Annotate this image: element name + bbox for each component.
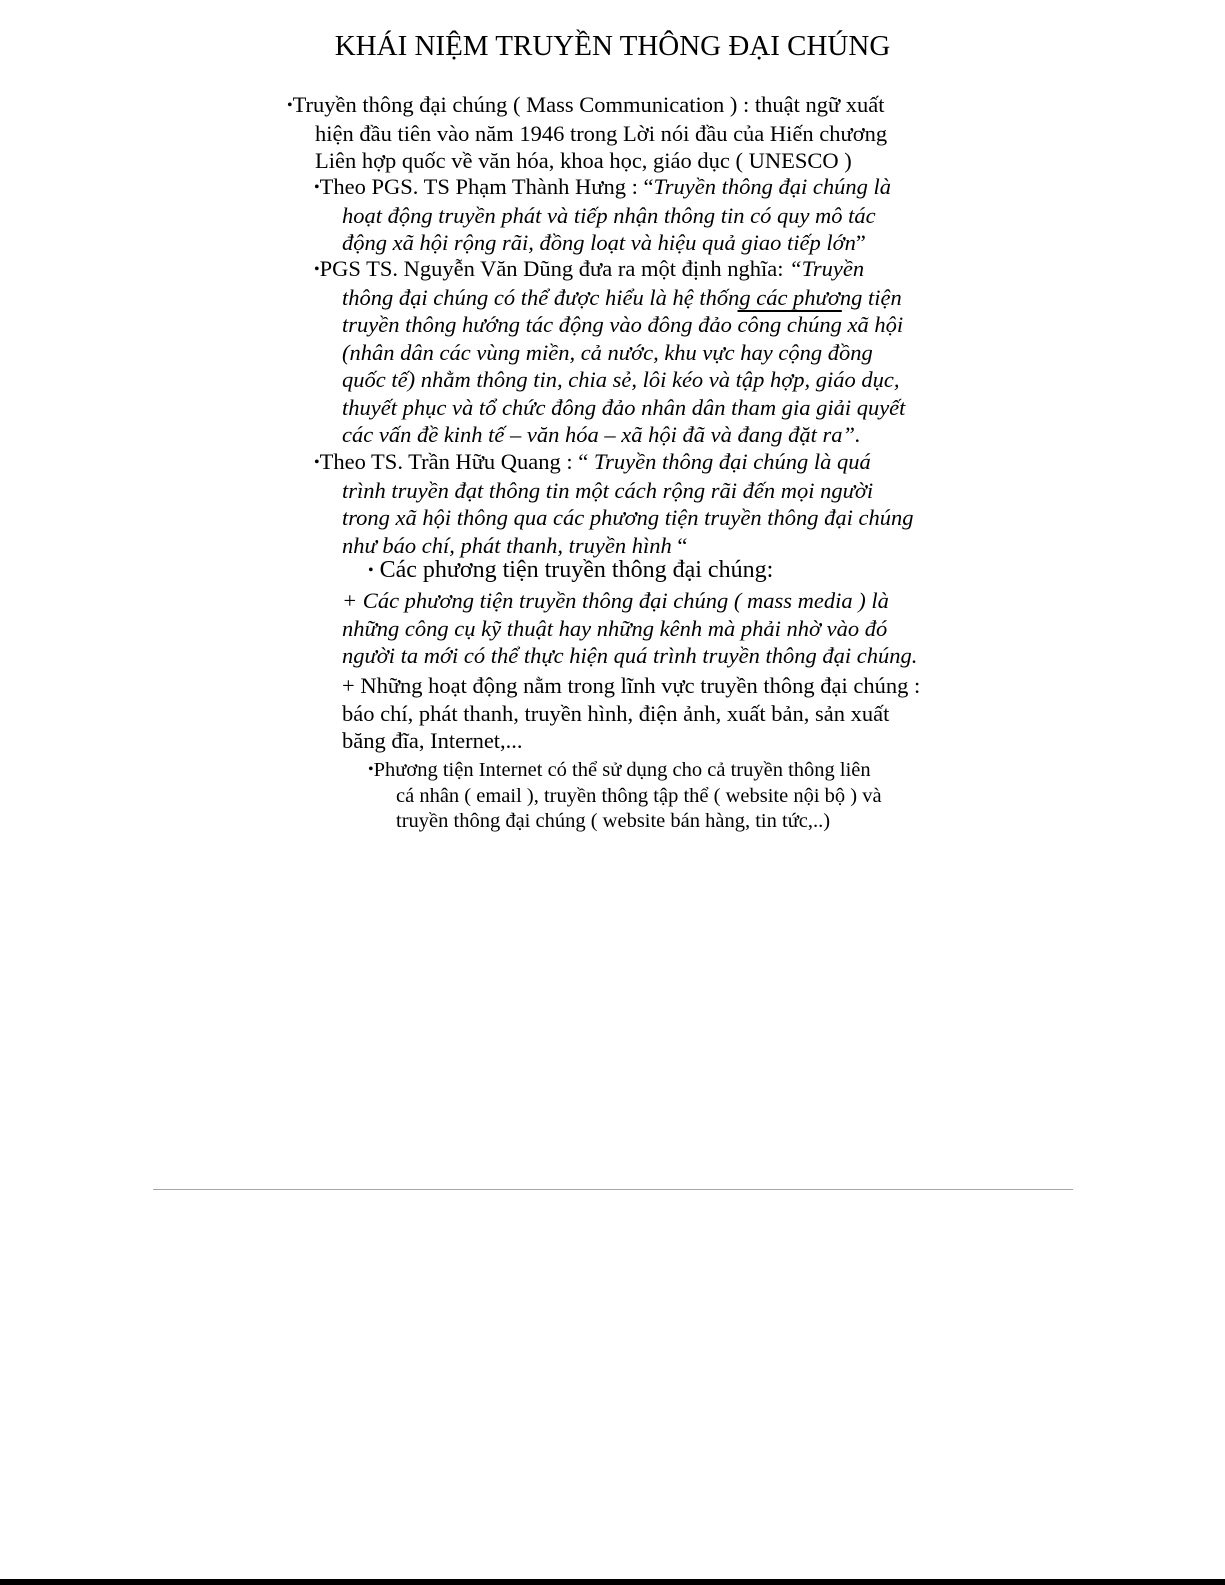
bottom-border <box>0 1579 1225 1585</box>
text-line: •Phương tiện Internet có thể sử dụng cho cả truyền thông liên <box>368 759 871 781</box>
text-line: cá nhân ( email ), truyền thông tập thể ( website nội bộ ) và <box>396 784 882 807</box>
mass-media-definition <box>342 587 917 670</box>
bullet-icon: • <box>287 97 293 114</box>
bullet-icon: • <box>314 261 320 278</box>
text-line: hoạt động truyền phát và tiếp nhận thông tin có quy mô tác <box>342 202 876 228</box>
definition-paragraph-unesco <box>287 91 887 175</box>
bullet-icon: • <box>368 761 374 778</box>
text-line: (nhân dân các vùng miền, cả nước, khu vực hay cộng đồng <box>342 339 873 365</box>
text-line: quốc tế) nhằm thông tin, chia sẻ, lôi kéo và tập hợp, giáo dục, <box>342 367 900 392</box>
text-line: những công cụ kỹ thuật hay những kênh mà phải nhờ vào đó <box>342 615 888 641</box>
definition-paragraph-tran-huu-quang <box>314 448 914 559</box>
text-line: + Những hoạt động nằm trong lĩnh vực truyền thông đại chúng : <box>342 673 921 698</box>
page-divider <box>153 1189 1073 1190</box>
text-line: người ta mới có thể thực hiện quá trình truyền thông đại chúng. <box>342 643 918 668</box>
internet-media-note <box>368 757 882 835</box>
text-line: •PGS TS. Nguyễn Văn Dũng đưa ra một định nghĩa: “Truyền <box>314 256 865 281</box>
text-line: •Truyền thông đại chúng ( Mass Communication ) : thuật ngữ xuất <box>287 92 885 117</box>
text-line: thuyết phục và tổ chức đông đảo nhân dân tham gia giải quyết <box>342 394 906 420</box>
definition-paragraph-nguyen-van-dung <box>314 255 905 449</box>
text-line: •Theo TS. Trần Hữu Quang : “ Truyền thông đại chúng là quá <box>314 449 871 474</box>
text-line: báo chí, phát thanh, truyền hình, điện ảnh, xuất bản, sản xuất <box>342 700 890 726</box>
overlined-term: công chúng <box>737 312 842 337</box>
text-line: trong xã hội thông qua các phương tiện truyền thông đại chúng <box>342 505 914 530</box>
text-line: như báo chí, phát thanh, truyền hình “ <box>342 532 688 558</box>
text-line: + Các phương tiện truyền thông đại chúng ( mass media ) là <box>342 588 889 613</box>
section-heading: • Các phương tiện truyền thông đại chúng: <box>368 557 774 583</box>
text-line: thông đại chúng có thể được hiểu là hệ thống các phương tiện <box>342 284 902 310</box>
text-line: truyền thông hướng tác động vào đông đảo công chúng xã hội <box>342 312 904 337</box>
bullet-icon: • <box>368 562 374 579</box>
text-line: truyền thông đại chúng ( website bán hàng, tin tức,..) <box>396 810 831 832</box>
text-line: Liên hợp quốc về văn hóa, khoa học, giáo dục ( UNESCO ) <box>315 148 852 173</box>
bullet-icon: • <box>314 179 320 196</box>
text-line: các vấn đề kinh tế – văn hóa – xã hội đã và đang đặt ra”. <box>342 422 861 447</box>
text-line: •Theo PGS. TS Phạm Thành Hưng : “Truyền thông đại chúng là <box>314 174 891 199</box>
mass-media-activities <box>342 672 920 755</box>
text-line: trình truyền đạt thông tin một cách rộng rãi đến mọi người <box>342 477 874 503</box>
definition-paragraph-pham-thanh-hung <box>314 173 891 257</box>
text-line: hiện đầu tiên vào năm 1946 trong Lời nói đầu của Hiến chương <box>315 120 888 146</box>
text-line: động xã hội rộng rãi, đồng loạt và hiệu quả giao tiếp lớn” <box>342 230 866 255</box>
bullet-icon: • <box>314 454 320 471</box>
page-title: KHÁI NIỆM TRUYỀN THÔNG ĐẠI CHÚNG <box>334 30 891 62</box>
text-line: băng đĩa, Internet,... <box>342 728 523 753</box>
